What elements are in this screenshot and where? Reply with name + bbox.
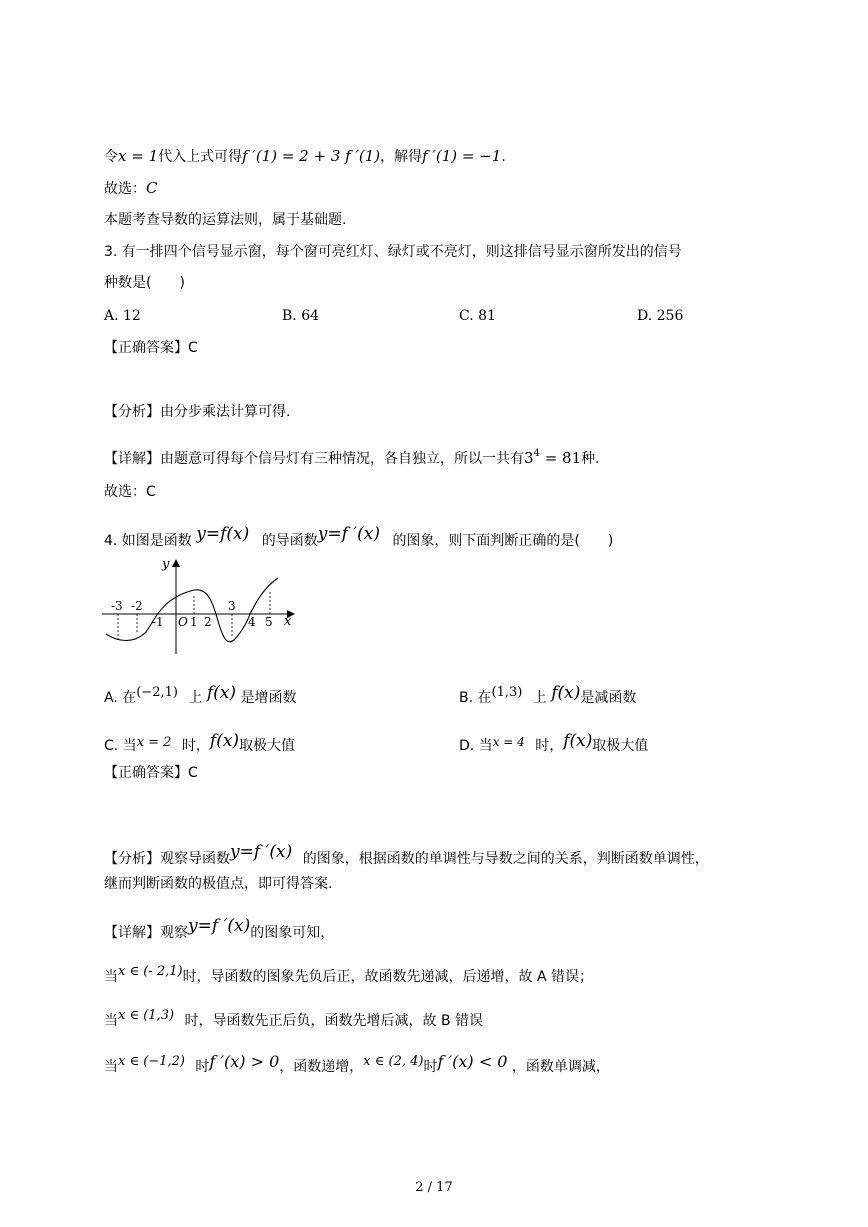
- math: x ∈ (- 2,1): [118, 964, 183, 979]
- text: 时: [423, 1059, 438, 1075]
- text-line: 本题考查导数的运算法则，属于基础题.: [104, 212, 347, 228]
- text: 种.: [581, 451, 600, 467]
- math: (−2,1): [136, 685, 178, 700]
- math: f(x): [551, 683, 581, 703]
- text-line: [104, 1006, 483, 1031]
- x-label: x: [284, 614, 292, 629]
- text: 是减函数: [580, 690, 637, 706]
- text: 时，导函数的图象先负后正，故函数先递减，后递增，故 A 错误；: [182, 969, 594, 985]
- math: f ′(x) > 0: [209, 1052, 280, 1071]
- text: 4. 如图是函数: [104, 533, 192, 549]
- math: x ∈ (1,3): [118, 1008, 175, 1023]
- text: 时: [195, 1059, 210, 1075]
- text: 当: [104, 969, 118, 985]
- text: ，函数递增，: [279, 1059, 364, 1075]
- text-line: 继而判断函数的极值点，即可得答案.: [104, 876, 333, 892]
- text-line: 种数是( ): [104, 275, 185, 291]
- option-b: [459, 683, 636, 708]
- option-d: D. 256: [637, 308, 684, 324]
- option-c: C. 81: [459, 308, 496, 324]
- math: y=f(x): [196, 524, 250, 544]
- text-line: 故选：C: [104, 484, 156, 500]
- math: f(x): [209, 731, 240, 751]
- tick-label: -1: [152, 615, 164, 629]
- tick-label: -2: [131, 599, 143, 613]
- page-number: 2 / 17: [415, 1180, 453, 1195]
- text: B. 在: [459, 690, 492, 706]
- question-3: 3. 有一排四个信号显示窗，每个窗可亮红灯、绿灯或不亮灯，则这排信号显示窗所发出的信号: [104, 244, 682, 260]
- text: C: [146, 179, 158, 197]
- tick-label: 4: [248, 615, 256, 629]
- math: f ′(x) < 0: [437, 1052, 508, 1071]
- text: 时，: [181, 738, 210, 754]
- text: 取极大值: [239, 738, 296, 754]
- tick-label: 5: [265, 615, 273, 629]
- math: x = 4: [492, 735, 525, 749]
- option-a: A. 12: [104, 308, 141, 324]
- math: f ′(1) = 2 + 3 f ′(1): [242, 147, 381, 165]
- text: 上: [532, 690, 547, 706]
- math: (1,3): [491, 685, 523, 700]
- text: 【分析】观察导函数: [104, 851, 230, 867]
- text: 上: [188, 690, 203, 706]
- text: 的图象，则下面判断正确的是( ): [392, 533, 614, 549]
- math: x = 2: [136, 735, 172, 750]
- question-4: [104, 524, 613, 551]
- text-line: [104, 1052, 610, 1077]
- tick-label: 2: [204, 615, 212, 629]
- math: y=f ′(x): [317, 524, 380, 544]
- text-line: [104, 146, 506, 167]
- text: C. 当: [104, 738, 137, 754]
- detail: [104, 444, 600, 469]
- text: 时，导函数先正后负，函数先增后减，故 B 错误: [184, 1013, 484, 1029]
- origin-label: O: [178, 615, 188, 629]
- text: 的导函数: [261, 533, 318, 549]
- math: = 81: [539, 449, 582, 467]
- math: x ∈ (2, 4): [363, 1054, 424, 1069]
- text: 取极大值: [592, 738, 649, 754]
- math: x ∈ (−1,2): [118, 1054, 185, 1069]
- text: ，解得: [380, 149, 423, 165]
- option-c: [104, 731, 295, 756]
- text-line: [104, 178, 157, 199]
- detail: [104, 916, 334, 943]
- math: 3: [524, 449, 534, 467]
- text: 时，: [535, 738, 564, 754]
- text: 【详解】由题意可得每个信号灯有三种情况，各自独立，所以一共有: [104, 451, 524, 467]
- option-a: [104, 683, 296, 708]
- tick-label: 3: [228, 599, 236, 613]
- tick-label: -3: [111, 599, 123, 613]
- answer: 【正确答案】C: [104, 765, 198, 781]
- analysis: 【分析】由分步乘法计算可得.: [104, 404, 291, 420]
- math: f(x): [563, 731, 593, 751]
- derivative-graph: [98, 554, 308, 658]
- text: 是增函数: [240, 690, 297, 706]
- y-label: y: [162, 557, 170, 572]
- math: f ′(1) = −1: [422, 147, 502, 165]
- option-b: B. 64: [282, 308, 320, 324]
- math: f(x): [206, 683, 237, 703]
- math: x = 1: [118, 147, 159, 165]
- text: D. 当: [459, 738, 493, 754]
- math: y=f ′(x): [188, 916, 251, 936]
- answer: 【正确答案】C: [104, 340, 198, 356]
- text-line: [104, 962, 593, 987]
- analysis: [104, 842, 709, 869]
- text: ，函数单调减，: [511, 1059, 610, 1075]
- math: 4: [533, 448, 540, 459]
- text: 的图象可知，: [250, 925, 335, 941]
- text: 故选：: [104, 181, 146, 197]
- text: 当: [104, 1059, 118, 1075]
- text: 当: [104, 1013, 118, 1029]
- math: y=f ′(x): [230, 842, 293, 862]
- text: 令: [104, 149, 118, 165]
- text: 的图象，根据函数的单调性与导数之间的关系，判断函数单调性，: [302, 851, 709, 867]
- option-d: [459, 731, 648, 756]
- tick-label: 1: [190, 615, 198, 629]
- text: A. 在: [104, 690, 137, 706]
- text: 【详解】观察: [104, 925, 188, 941]
- text: 代入上式可得: [158, 149, 243, 165]
- text: .: [501, 149, 506, 165]
